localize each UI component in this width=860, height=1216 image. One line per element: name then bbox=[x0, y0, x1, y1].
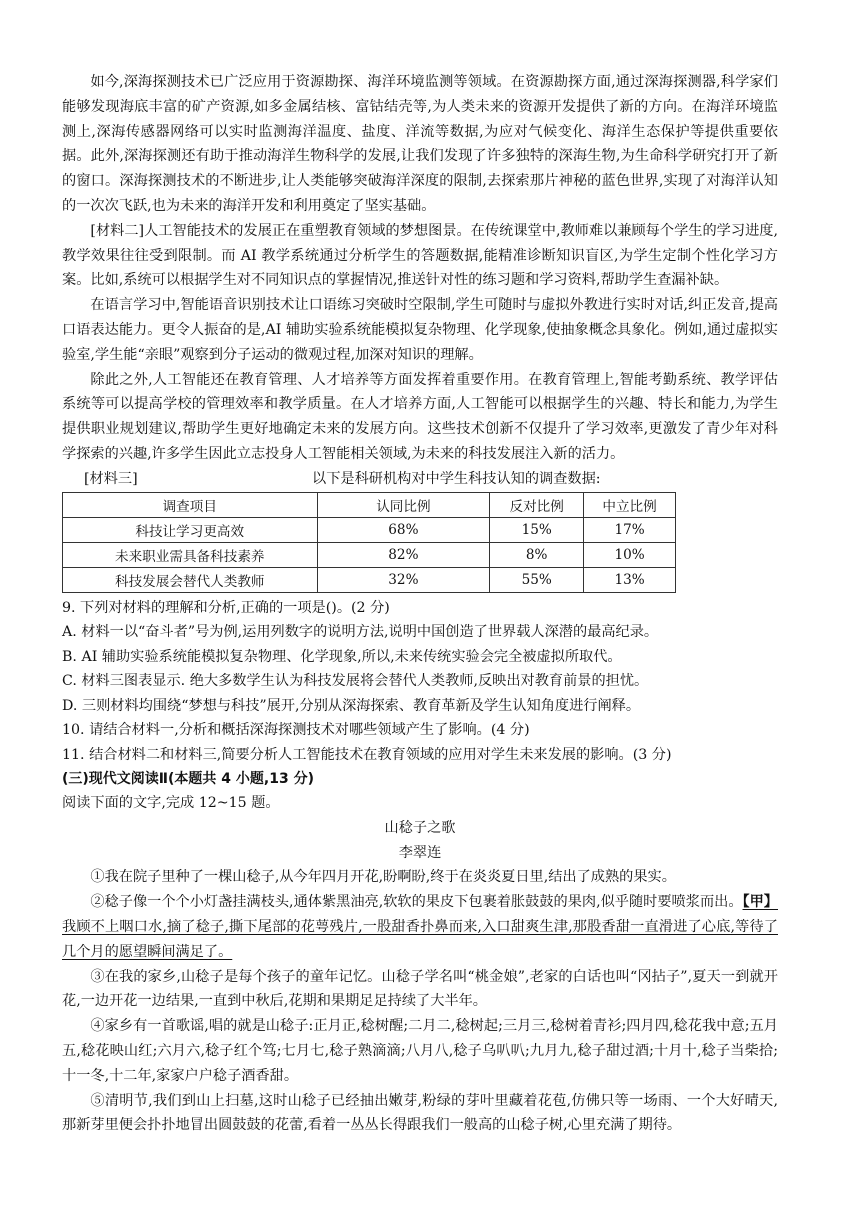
table-header-row bbox=[63, 492, 676, 517]
table-cell: 15% bbox=[490, 517, 584, 542]
table-header-cell: 调查项目 bbox=[63, 492, 318, 517]
section-instruction: 阅读下面的文字,完成 12~15 题。 bbox=[62, 795, 280, 812]
underlined-sentence: 我顾不上咽口水,摘了稔子,撕下尾部的花萼残片,一股甜香扑鼻而来,入口甜爽生津,那股香甜一直滑进了心底,等待了几个月的愿望瞬间满足了。 bbox=[62, 918, 778, 960]
material2-paragraph-2: 在语言学习中,智能语音识别技术让口语练习突破时空限制,学生可随时与虚拟外教进行实时对话,纠正发音,提高口语表达能力。更令人振奋的是,AI 辅助实验系统能模拟复杂物理、化学现象,使抽象概念具象化。例如,通过虚拟实验室,学生能“亲眼”观察到分子运动的微观过程,加深对知识的理解。 bbox=[62, 297, 778, 363]
table-cell: 未来职业需具备科技素养 bbox=[63, 542, 318, 567]
table-cell: 32% bbox=[317, 567, 490, 592]
essay-paragraph-5: ⑤清明节,我们到山上扫墓,这时山稔子已经抽出嫩芽,粉绿的芽叶里藏着花苞,仿佛只等一场雨、一个大好晴天,那新芽里便会扑扑地冒出圆鼓鼓的花蕾,看着一丛丛长得跟我们一般高的山稔子树,心里充满了期待。 bbox=[62, 1092, 778, 1134]
table-row bbox=[63, 542, 676, 567]
essay-author: 李翠连 bbox=[398, 844, 442, 861]
essay-paragraph-1: ①我在院子里种了一棵山稔子,从今年四月开花,盼啊盼,终于在炎炎夏日里,结出了成熟的果实。 bbox=[90, 869, 676, 886]
survey-table bbox=[62, 492, 676, 593]
material3-header bbox=[62, 467, 778, 491]
material2-paragraph-3: 除此之外,人工智能还在教育管理、人才培养等方面发挥着重要作用。在教育管理上,智能考勤系统、教学评估系统等可以提高学校的管理效率和教学质量。在人才培养方面,人工智能可以根据学生的兴趣、特长和能力,为学生提供职业规划建议,帮助学生更好地确定未来的发展方向。这些技术创新不仅提升了学习效率,更激发了青少年对科学探索的兴趣,许多学生因此立志投身人工智能相关领域,为未来的科技发展注入新的活力。 bbox=[62, 371, 778, 462]
essay-title: 山稔子之歌 bbox=[384, 819, 456, 836]
essay-paragraph-3: ③在我的家乡,山稔子是每个孩子的童年记忆。山稔子学名叫“桃金娘”,老家的白话也叫“冈拈子”,夏天一到就开花,一边开花一边结果,一直到中秋后,花期和果期足足持续了大半年。 bbox=[62, 968, 778, 1010]
question-9-option-c: C. 材料三图表显示. 绝大多数学生认为科技发展将会替代人类教师,反映出对教育前景的担忧。 bbox=[62, 673, 649, 690]
table-row bbox=[63, 567, 676, 592]
table-cell: 10% bbox=[584, 542, 676, 567]
question-9-option-d: D. 三则材料均围绕“梦想与科技”展开,分别从深海探索、教育革新及学生认知角度进行阐释。 bbox=[62, 697, 641, 714]
table-cell: 8% bbox=[490, 542, 584, 567]
table-header-cell: 认同比例 bbox=[317, 492, 490, 517]
table-header-cell: 中立比例 bbox=[584, 492, 676, 517]
question-10: 10. 请结合材料一,分析和概括深海探测技术对哪些领域产生了影响。(4 分) bbox=[62, 722, 530, 739]
table-cell: 13% bbox=[584, 567, 676, 592]
material2-paragraph-1: [材料二]人工智能技术的发展正在重塑教育领域的梦想图景。在传统课堂中,教师难以兼顾每个学生的学习进度,教学效果往往受到限制。而 AI 教学系统通过分析学生的答题数据,能精准诊断知识盲区,为学生定制个性化学习方案。比如,系统可以根据学生对不同知识点的掌握情况,推送针对性的练习题和学习资料,帮助学生查漏补缺。 bbox=[62, 222, 778, 289]
table-cell: 55% bbox=[490, 567, 584, 592]
table-cell: 科技让学习更高效 bbox=[63, 517, 318, 542]
section-heading: (三)现代文阅读Ⅱ(本题共 4 小题,13 分) bbox=[62, 771, 314, 788]
question-9-option-b: B. AI 辅助实验系统能模拟复杂物理、化学现象,所以,未来传统实验会完全被虚拟所取代。 bbox=[62, 648, 622, 665]
table-header-cell: 反对比例 bbox=[490, 492, 584, 517]
table-cell: 68% bbox=[317, 517, 490, 542]
table-cell: 17% bbox=[584, 517, 676, 542]
question-9-option-a: A. 材料一以“奋斗者”号为例,运用列数字的说明方法,说明中国创造了世界载人深潜的最高纪录。 bbox=[62, 624, 659, 641]
essay-paragraph-2 bbox=[62, 890, 778, 964]
marker-jia: 【甲】 bbox=[742, 894, 778, 911]
table-cell: 科技发展会替代人类教师 bbox=[63, 567, 318, 592]
exam-page bbox=[62, 70, 778, 1138]
material3-label: [材料三] bbox=[84, 470, 138, 487]
table-row bbox=[63, 517, 676, 542]
essay-paragraph-4: ④家乡有一首歌谣,唱的就是山稔子:正月正,稔树醒;二月二,稔树起;三月三,稔树着青衫;四月四,稔花我中意;五月五,稔花映山红;六月六,稔子红个笃;七月七,稔子熟滴滴;八月八,稔子乌叭叭;九月九,稔子甜过酒;十月十,稔子当柴拾;十一冬,十二年,家家户户稔子酒香甜。 bbox=[62, 1018, 778, 1084]
question-9-stem: 9. 下列对材料的理解和分析,正确的一项是()。(2 分) bbox=[62, 599, 390, 616]
table-cell: 82% bbox=[317, 542, 490, 567]
question-11: 11. 结合材料二和材料三,简要分析人工智能技术在教育领域的应用对学生未来发展的影响。(3 分) bbox=[62, 746, 672, 763]
material2-tail-paragraph: 如今,深海探测技术已广泛应用于资源勘探、海洋环境监测等领域。在资源勘探方面,通过深海探测器,科学家们能够发现海底丰富的矿产资源,如多金属结核、富钴结壳等,为人类未来的资源开发提供了新的方向。在海洋环境监测上,深海传感器网络可以实时监测海洋温度、盐度、洋流等数据,为应对气候变化、海洋生态保护等提供重要依据。此外,深海探测还有助于推动海洋生物科学的发展,让我们发现了许多独特的深海生物,为生命科学研究打开了新的窗口。深海探测技术的不断进步,让人类能够突破海洋深度的限制,去探索那片神秘的蓝色世界,实现了对海洋认知的一次次飞跃,也为未来的海洋开发和利用奠定了坚实基础。 bbox=[62, 74, 778, 214]
material3-intro: 以下是科研机构对中学生科技认知的调查数据: bbox=[312, 470, 601, 487]
essay-paragraph-2-start: ②稔子像一个个小灯盏挂满枝头,通体紫黑油亮,软软的果皮下包裹着胀鼓鼓的果肉,似乎随时要喷浆而出。 bbox=[90, 894, 743, 911]
